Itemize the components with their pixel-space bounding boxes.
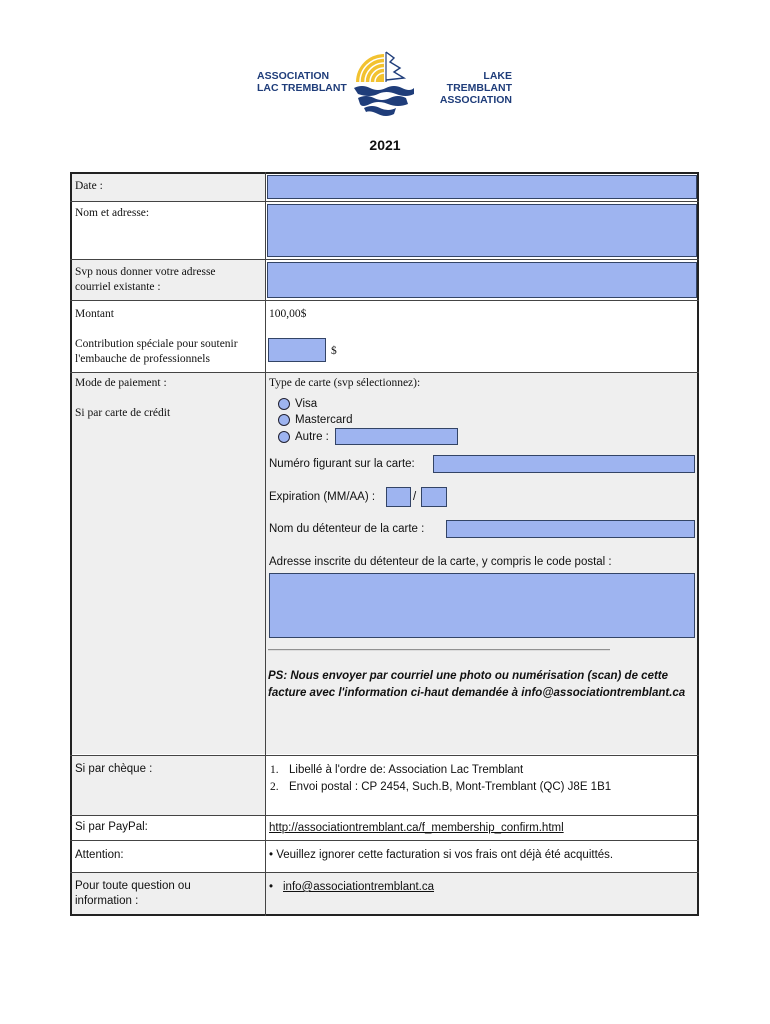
contact-bullet: • [269,881,274,893]
contribution-field[interactable] [268,338,326,362]
association-logo [350,48,416,120]
other-card-label: Autre : [295,431,329,443]
expiration-label: Expiration (MM/AA) : [269,491,376,503]
separator-line: —————————————————————————————————————— [268,644,610,654]
cardholder-name-label: Nom du détenteur de la carte : [269,523,425,535]
paypal-label: Si par PayPal: [75,821,148,833]
card-number-field[interactable] [433,455,695,473]
expiration-year-field[interactable] [421,487,447,507]
row-divider [70,201,699,202]
logo-text-left: ASSOCIATION LAC TREMBLANT [257,70,347,94]
contribution-label: Contribution spéciale pour soutenir l'embauche de professionnels [75,338,238,365]
attention-label: Attention: [75,849,124,861]
row-divider [70,755,699,756]
mastercard-label: Mastercard [295,414,353,426]
logo-text-right: LAKE TREMBLANT ASSOCIATION [439,70,512,106]
name-address-field[interactable] [267,204,697,257]
cheque-payee: Libellé à l'ordre de: Association Lac Tremblant [289,764,524,776]
date-field[interactable] [267,175,697,199]
name-address-label: Nom et adresse: [75,207,150,219]
card-number-label: Numéro figurant sur la carte: [269,458,415,470]
visa-label: Visa [295,398,318,410]
row-divider [70,872,699,873]
row-divider [70,300,699,301]
amount-value: 100,00$ [269,308,307,320]
row-divider [70,815,699,816]
contact-email-link[interactable]: info@associationtremblant.ca [283,881,435,893]
contact-label: Pour toute question ou information : [75,880,191,907]
cardholder-address-field[interactable] [269,573,695,638]
visa-radio[interactable] [278,398,290,410]
paypal-link[interactable]: http://associationtremblant.ca/f_membership_confirm.html [269,822,564,834]
attention-text: • Veuillez ignorer cette facturation si vos frais ont déjà été acquittés. [269,849,614,861]
cheque-mailing-address: Envoi postal : CP 2454, Such.B, Mont-Tremblant (QC) J8E 1B1 [289,781,612,793]
row-divider [70,259,699,260]
row-divider [70,372,699,373]
cheque-item1-number: 1. [270,764,279,776]
contribution-currency: $ [331,345,337,357]
payment-method-label: Mode de paiement : [75,377,167,389]
credit-card-label: Si par carte de crédit [75,407,171,419]
email-field[interactable] [267,262,697,298]
expiration-month-field[interactable] [386,487,411,507]
amount-label: Montant [75,308,114,320]
mastercard-radio[interactable] [278,414,290,426]
date-label: Date : [75,180,103,192]
cardholder-address-label: Adresse inscrite du détenteur de la carte, y compris le code postal : [269,556,612,568]
expiration-separator: / [413,491,417,503]
row-divider [70,840,699,841]
card-type-label: Type de carte (svp sélectionnez): [269,377,421,389]
column-divider [265,172,266,916]
cheque-item2-number: 2. [270,781,279,793]
cardholder-name-field[interactable] [446,520,695,538]
other-card-field[interactable] [335,428,458,445]
other-card-radio[interactable] [278,431,290,443]
email-label: Svp nous donner votre adresse courriel existante : [75,266,216,293]
ps-instructions: PS: Nous envoyer par courriel une photo ou numérisation (scan) de cette facture avec l'information ci-haut demandée à info@associationtremblant.ca [268,670,686,699]
cheque-label: Si par chèque : [75,763,153,775]
page-title-year: 2021 [369,137,401,153]
